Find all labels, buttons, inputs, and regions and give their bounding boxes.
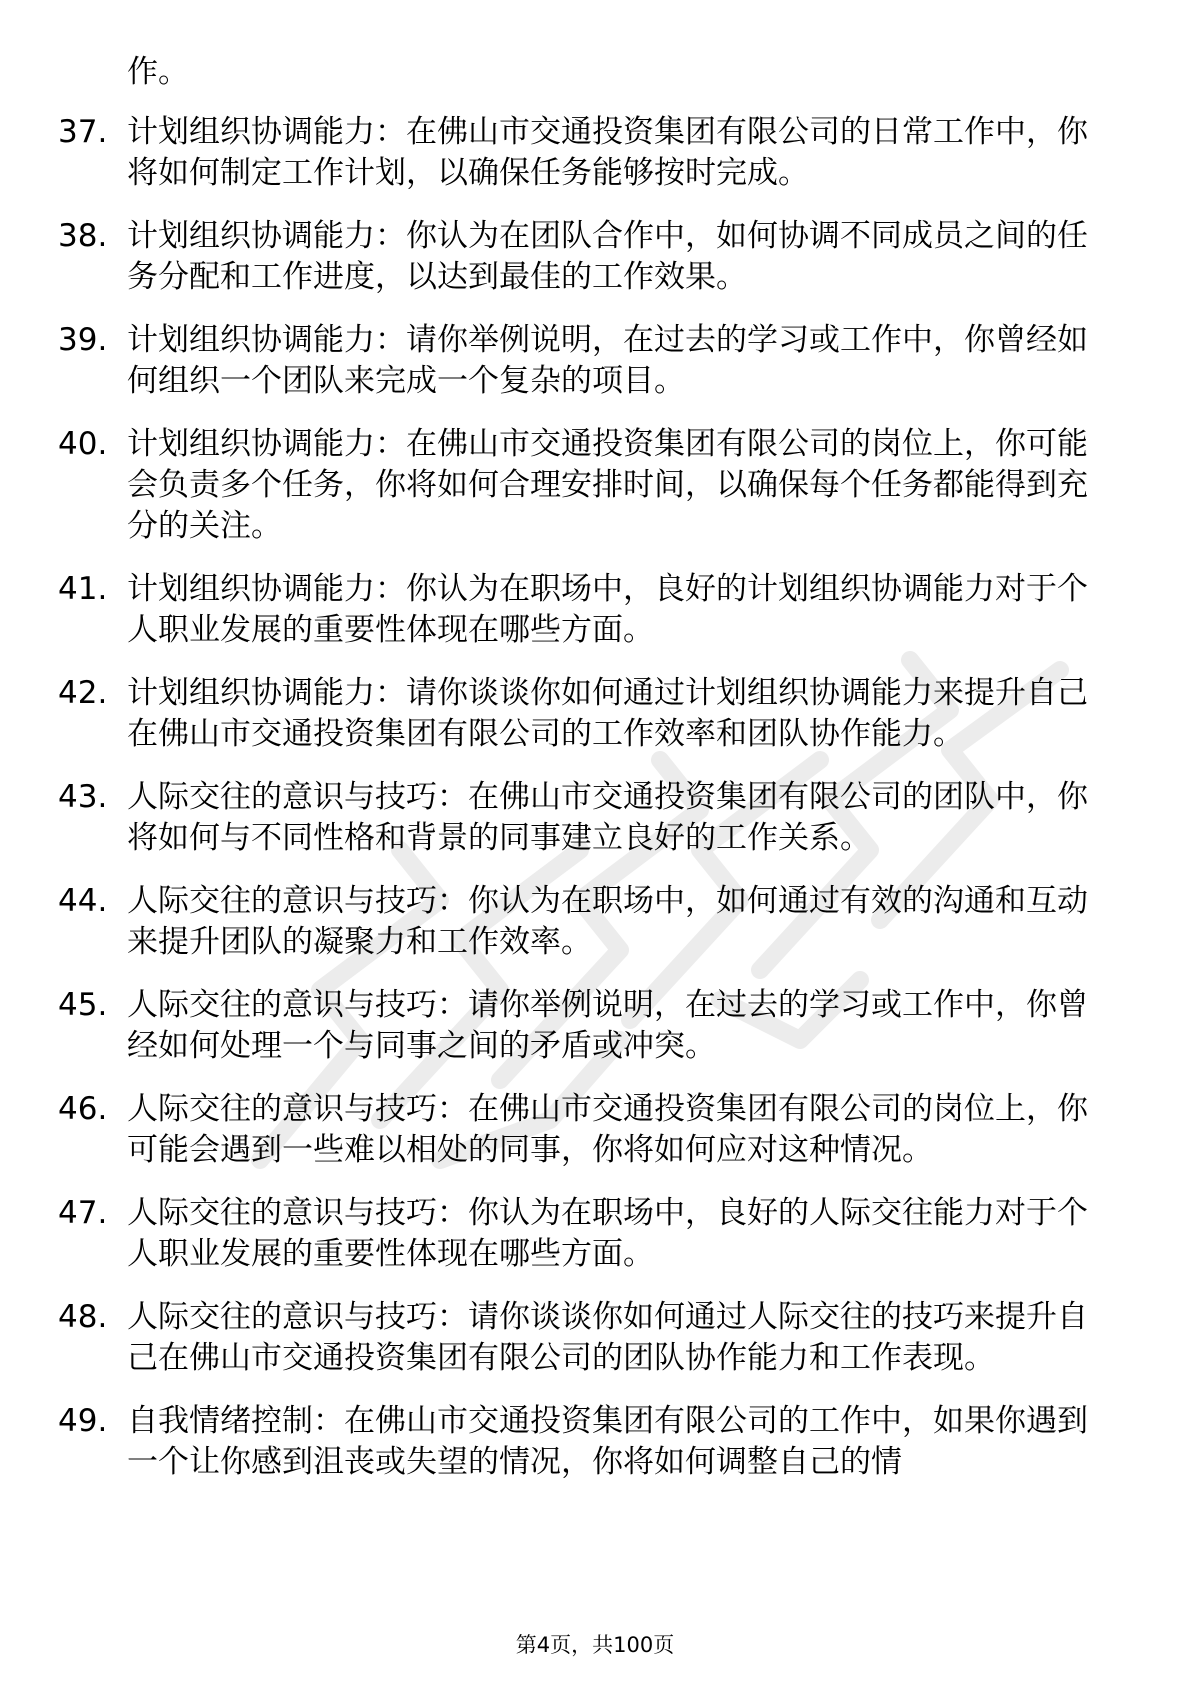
question-number: 49. [58,1403,108,1439]
question-number: 48. [58,1299,108,1335]
page-footer: 第4页，共100页 [515,1633,675,1657]
question-text: 人际交往的意识与技巧：你认为在职场中，如何通过有效的沟通和互动来提升团队的凝聚力和工作效率。 [127,883,1088,960]
question-text: 计划组织协调能力：请你谈谈你如何通过计划组织协调能力来提升自己在佛山市交通投资集团有限公司的工作效率和团队协作能力。 [127,675,1088,752]
question-number: 47. [58,1195,108,1231]
question-number: 43. [58,779,108,815]
question-number: 38. [58,218,108,254]
question-item [0,1089,1112,1171]
question-number: 39. [58,322,108,358]
question-number: 44. [58,883,108,919]
question-item [0,673,1112,755]
continued-text: 作。 [127,54,189,90]
question-item [0,424,1112,547]
question-number: 45. [58,987,108,1023]
question-text: 计划组织协调能力：你认为在团队合作中，如何协调不同成员之间的任务分配和工作进度，以达到最佳的工作效果。 [127,218,1088,295]
question-text: 人际交往的意识与技巧：在佛山市交通投资集团有限公司的岗位上，你可能会遇到一些难以相处的同事，你将如何应对这种情况。 [127,1091,1088,1168]
question-item [0,112,1112,194]
question-item [0,1297,1112,1379]
question-number: 46. [58,1091,108,1127]
question-number: 37. [58,114,108,150]
question-list [0,112,1190,1505]
question-text: 人际交往的意识与技巧：在佛山市交通投资集团有限公司的团队中，你将如何与不同性格和背景的同事建立良好的工作关系。 [127,779,1088,856]
question-item [0,777,1112,859]
question-text: 人际交往的意识与技巧：你认为在职场中，良好的人际交往能力对于个人职业发展的重要性体现在哪些方面。 [127,1195,1088,1272]
question-text: 计划组织协调能力：请你举例说明，在过去的学习或工作中，你曾经如何组织一个团队来完成一个复杂的项目。 [127,322,1088,399]
question-text: 人际交往的意识与技巧：请你谈谈你如何通过人际交往的技巧来提升自己在佛山市交通投资集团有限公司的团队协作能力和工作表现。 [127,1299,1088,1376]
question-item [0,320,1112,402]
question-item [0,985,1112,1067]
question-text: 计划组织协调能力：你认为在职场中，良好的计划组织协调能力对于个人职业发展的重要性体现在哪些方面。 [127,571,1088,648]
question-text: 计划组织协调能力：在佛山市交通投资集团有限公司的日常工作中，你将如何制定工作计划，以确保任务能够按时完成。 [127,114,1088,191]
question-number: 40. [58,426,108,462]
question-item [0,1193,1112,1275]
question-item [0,881,1112,963]
question-text: 人际交往的意识与技巧：请你举例说明，在过去的学习或工作中，你曾经如何处理一个与同事之间的矛盾或冲突。 [127,987,1088,1064]
question-item [0,569,1112,651]
question-number: 41. [58,571,108,607]
question-text: 自我情绪控制：在佛山市交通投资集团有限公司的工作中，如果你遇到一个让你感到沮丧或失望的情况，你将如何调整自己的情 [127,1403,1088,1480]
question-item [0,1401,1112,1483]
question-item [0,216,1112,298]
question-text: 计划组织协调能力：在佛山市交通投资集团有限公司的岗位上，你可能会负责多个任务，你将如何合理安排时间，以确保每个任务都能得到充分的关注。 [127,426,1088,544]
question-number: 42. [58,675,108,711]
